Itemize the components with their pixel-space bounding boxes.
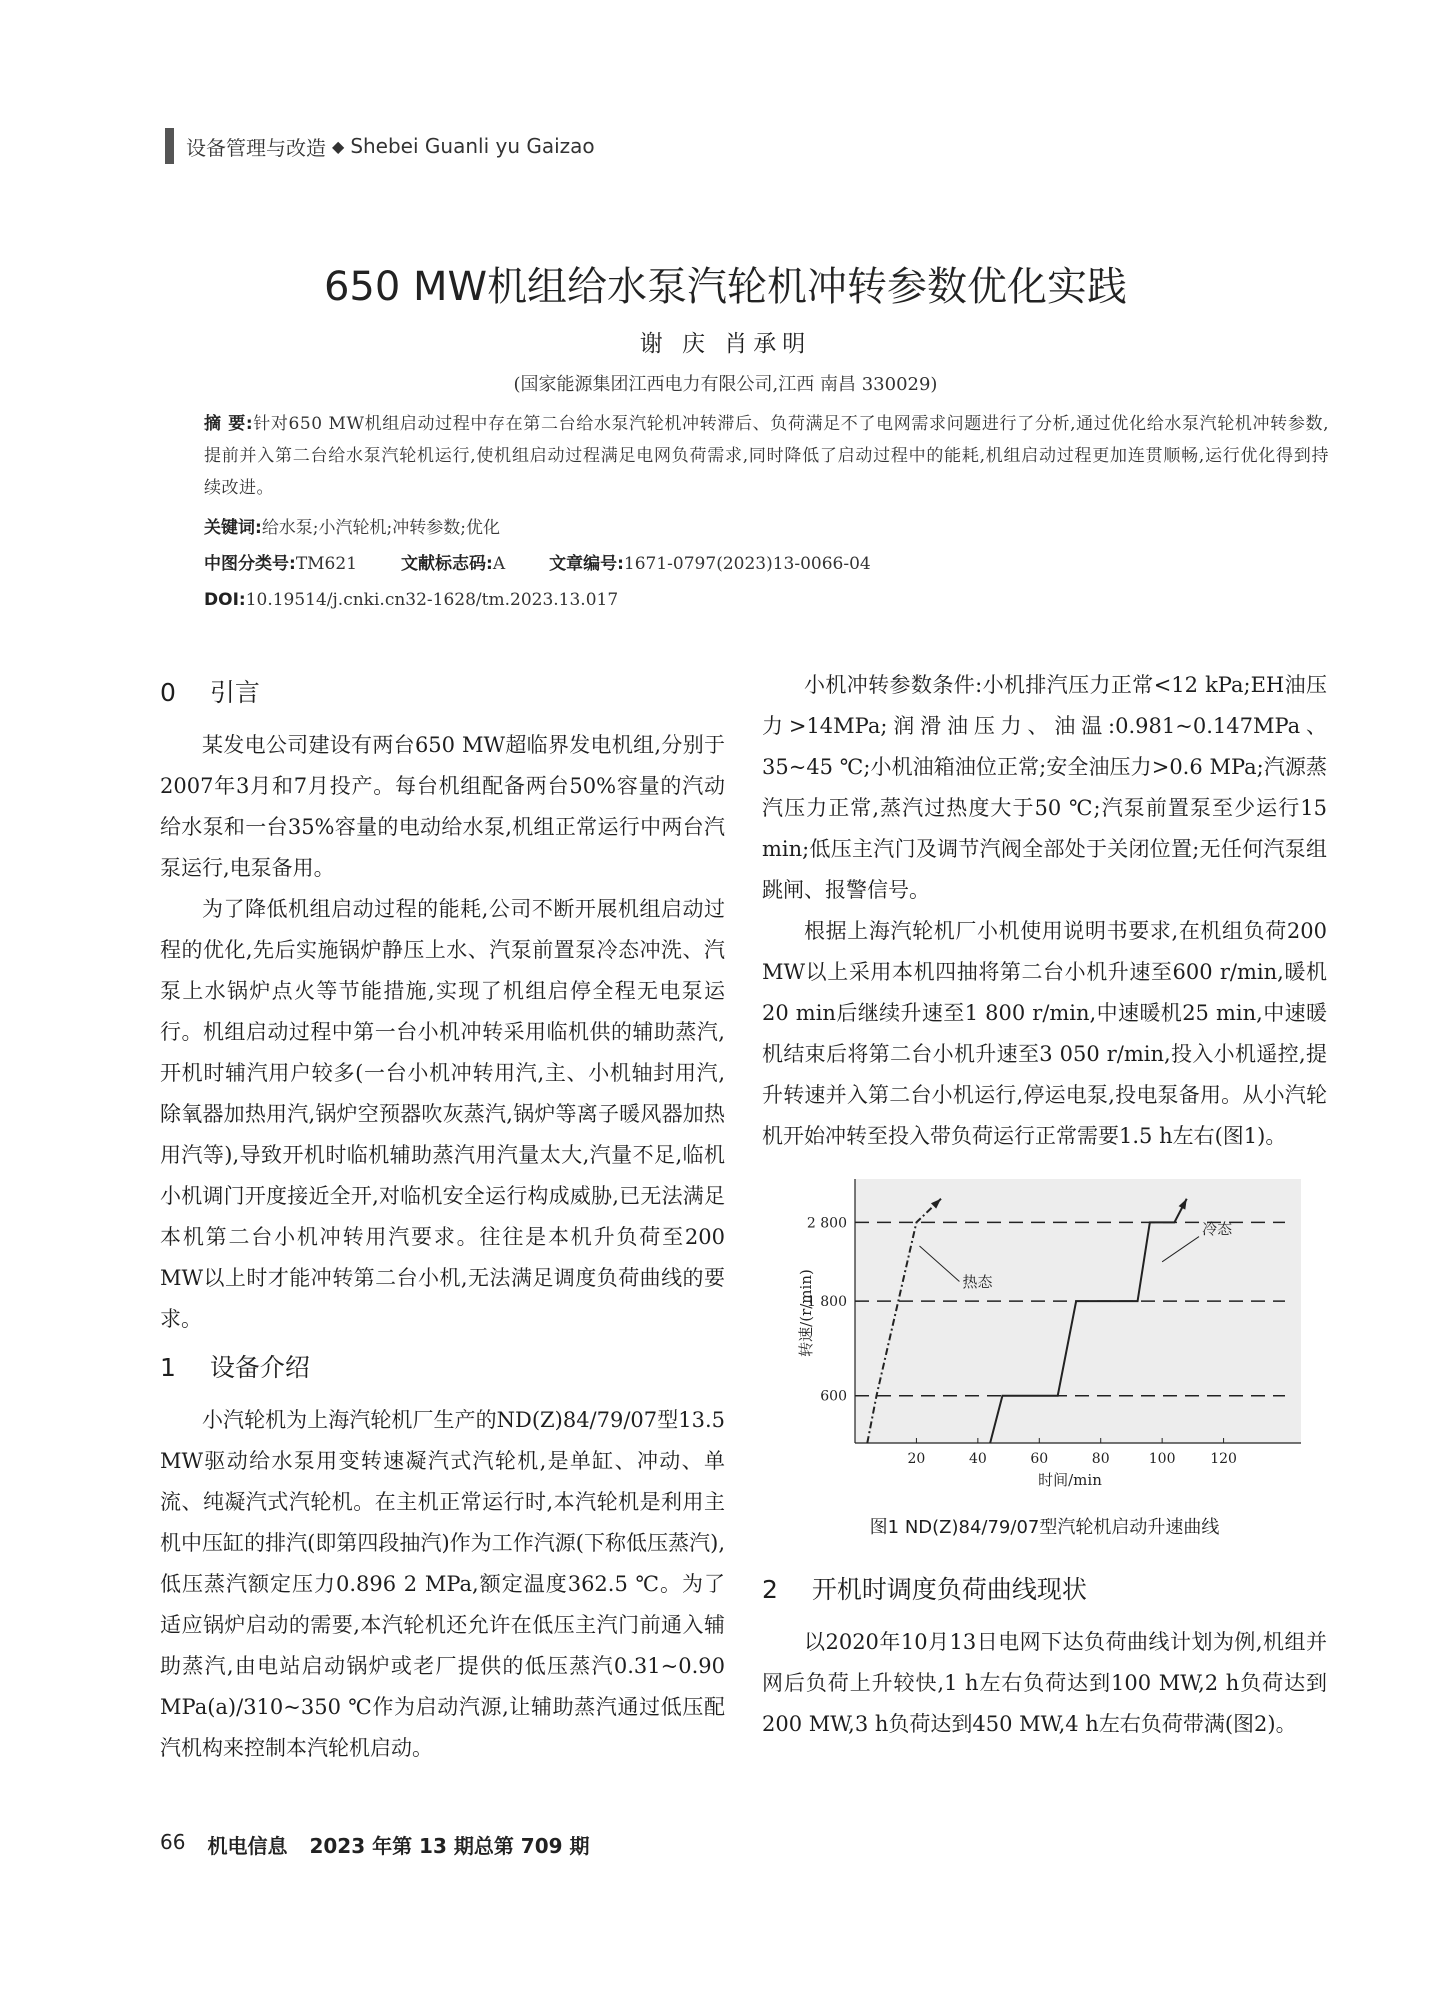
paragraph: 某发电公司建设有两台650 MW超临界发电机组,分别于2007年3月和7月投产。每台机组配备两台50%容量的汽动给水泵和一台35%容量的电动给水泵,机组正常运行中两台汽泵运行,电泵备用。: [160, 733, 725, 880]
header-section-en: Shebei Guanli yu Gaizao: [350, 134, 595, 158]
section-number: 1: [160, 1353, 176, 1382]
series-label: 热态: [962, 1273, 993, 1291]
x-axis-label: 时间/min: [1037, 1471, 1102, 1489]
doc-label: 文献标志码:: [401, 554, 493, 574]
doc-code: [401, 548, 505, 580]
section-number: 0: [160, 678, 176, 707]
keywords: [204, 512, 1329, 544]
journal-name: 机电信息: [207, 1834, 288, 1858]
running-header: [165, 128, 595, 164]
x-tick-label: 80: [1091, 1451, 1110, 1467]
header-bar-icon: [165, 128, 174, 164]
authors: 谢 庆 肖承明: [639, 331, 812, 357]
y-tick-label: 1 800: [806, 1294, 847, 1311]
abstract-text: 针对650 MW机组启动过程中存在第二台给水泵汽轮机冲转滞后、负荷满足不了电网需求问题进行了分析,通过优化给水泵汽轮机冲转参数,提前并入第二台给水泵汽轮机运行,使机组启动过程满足电网负荷需求,同时降低了启动过程中的能耗,机组启动过程更加连贯顺畅,运行优化得到持续改进。: [204, 414, 1329, 498]
affiliation: (国家能源集团江西电力有限公司,江西 南昌 330029): [513, 374, 938, 395]
page-number: 66: [160, 1830, 186, 1854]
plot-background: [855, 1179, 1301, 1443]
speed-curve-chart: [785, 1173, 1305, 1493]
keywords-label: 关键词:: [204, 518, 262, 538]
x-tick-label: 100: [1148, 1451, 1176, 1467]
paragraph: 为了降低机组启动过程的能耗,公司不断开展机组启动过程的优化,先后实施锅炉静压上水、汽泵前置泵冷态冲洗、汽泵上水锅炉点火等节能措施,实现了机组启停全程无电泵运行。机组启动过程中第一台小机冲转采用临机供的辅助蒸汽,开机时辅汽用户较多(一台小机冲转用汽,主、小机轴封用汽,除氧器加热用汽,锅炉空预器吹灰蒸汽,锅炉等离子暖风器加热用汽等),导致开机时临机辅助蒸汽用汽量太大,汽量不足,临机小机调门开度接近全开,对临机安全运行构成威胁,已无法满足本机第二台小机冲转用汽要求。往往是本机升负荷至200 MW以上时才能冲转第二台小机,无法满足调度负荷曲线的要求。: [160, 897, 725, 1331]
classification: [204, 548, 1329, 580]
article-value: 1671-0797(2023)13-0066-04: [623, 554, 871, 574]
diamond-icon: ◆: [332, 136, 345, 156]
section-heading-1: [160, 1344, 725, 1392]
paper-title: 650 MW机组给水泵汽轮机冲转参数优化实践: [323, 264, 1128, 310]
section-heading-2: [762, 1566, 1327, 1614]
section-title: 设备介绍: [209, 1353, 310, 1382]
x-tick-label: 120: [1209, 1451, 1237, 1467]
doi-text: 10.19514/j.cnki.cn32-1628/tm.2023.13.017: [245, 590, 619, 610]
paragraph: 小机冲转参数条件:小机排汽压力正常<12 kPa;EH油压力>14MPa;润滑油压力、油温:0.981~0.147MPa、35~45 ℃;小机油箱油位正常;安全油压力>0.6 MPa;汽源蒸汽压力正常,蒸汽过热度大于50 ℃;汽泵前置泵至少运行15 min;低压主汽门及调节汽阀全部处于关闭位置;无任何汽泵组跳闸、报警信号。: [762, 673, 1327, 902]
series-label: 冷态: [1201, 1220, 1232, 1239]
abstract: [204, 408, 1329, 504]
article-number: [549, 548, 871, 580]
y-axis-label: 转速/(r/min): [796, 1269, 815, 1357]
doi: [204, 584, 1329, 616]
figure-caption: 图1 ND(Z)84/79/07型汽轮机启动升速曲线: [869, 1517, 1220, 1538]
x-tick-label: 20: [907, 1451, 925, 1467]
right-column: [762, 665, 1327, 1745]
paragraph: 以2020年10月13日电网下达负荷曲线计划为例,机组并网后负荷上升较快,1 h左右负荷达到100 MW,2 h负荷达到200 MW,3 h负荷达到450 MW,4 h左右负荷带满(图2)。: [762, 1630, 1327, 1736]
paragraph: 小汽轮机为上海汽轮机厂生产的ND(Z)84/79/07型13.5 MW驱动给水泵用变转速凝汽式汽轮机,是单缸、冲动、单流、纯凝汽式汽轮机。在主机正常运行时,本汽轮机是利用主机中压缸的排汽(即第四段抽汽)作为工作汽源(下称低压蒸汽),低压蒸汽额定压力0.896 2 MPa,额定温度362.5 ℃。为了适应锅炉启动的需要,本汽轮机还允许在低压主汽门前通入辅助蒸汽,由电站启动锅炉或老厂提供的低压蒸汽0.31~0.90 MPa(a)/310~350 ℃作为启动汽源,让辅助蒸汽通过低压配汽机构来控制本汽轮机启动。: [160, 1408, 725, 1760]
issue-info: 2023 年第 13 期总第 709 期: [309, 1834, 590, 1858]
y-tick-label: 2 800: [806, 1215, 847, 1232]
figure-1: [762, 1173, 1327, 1548]
section-number: 2: [762, 1575, 778, 1604]
y-tick-label: 600: [819, 1388, 847, 1405]
article-label: 文章编号:: [549, 554, 624, 574]
keywords-text: 给水泵;小汽轮机;冲转参数;优化: [261, 518, 500, 538]
paragraph: 根据上海汽轮机厂小机使用说明书要求,在机组负荷200 MW以上采用本机四抽将第二台小机升速至600 r/min,暖机20 min后继续升速至1 800 r/min,中速暖机25 min,中速暖机结束后将第二台小机升速至3 050 r/min,投入小机遥控,提升转速并入第二台小机运行,停运电泵,投电泵备用。从小汽轮机开始冲转至投入带负荷运行正常需要1.5 h左右(图1)。: [762, 919, 1327, 1148]
header-section-cn: 设备管理与改造: [186, 135, 326, 160]
section-heading-0: [160, 669, 725, 717]
abstract-label: 摘 要:: [204, 414, 254, 434]
section-title: 开机时调度负荷曲线现状: [811, 1575, 1087, 1604]
doc-value: A: [492, 554, 506, 574]
clc: [204, 548, 357, 580]
doi-label: DOI:: [204, 590, 246, 610]
clc-value: TM621: [295, 554, 358, 574]
section-title: 引言: [209, 678, 260, 707]
left-column: [160, 665, 725, 1769]
page-footer: [160, 1830, 590, 1859]
clc-label: 中图分类号:: [204, 554, 296, 574]
x-tick-label: 40: [968, 1451, 987, 1467]
x-tick-label: 60: [1029, 1451, 1048, 1467]
